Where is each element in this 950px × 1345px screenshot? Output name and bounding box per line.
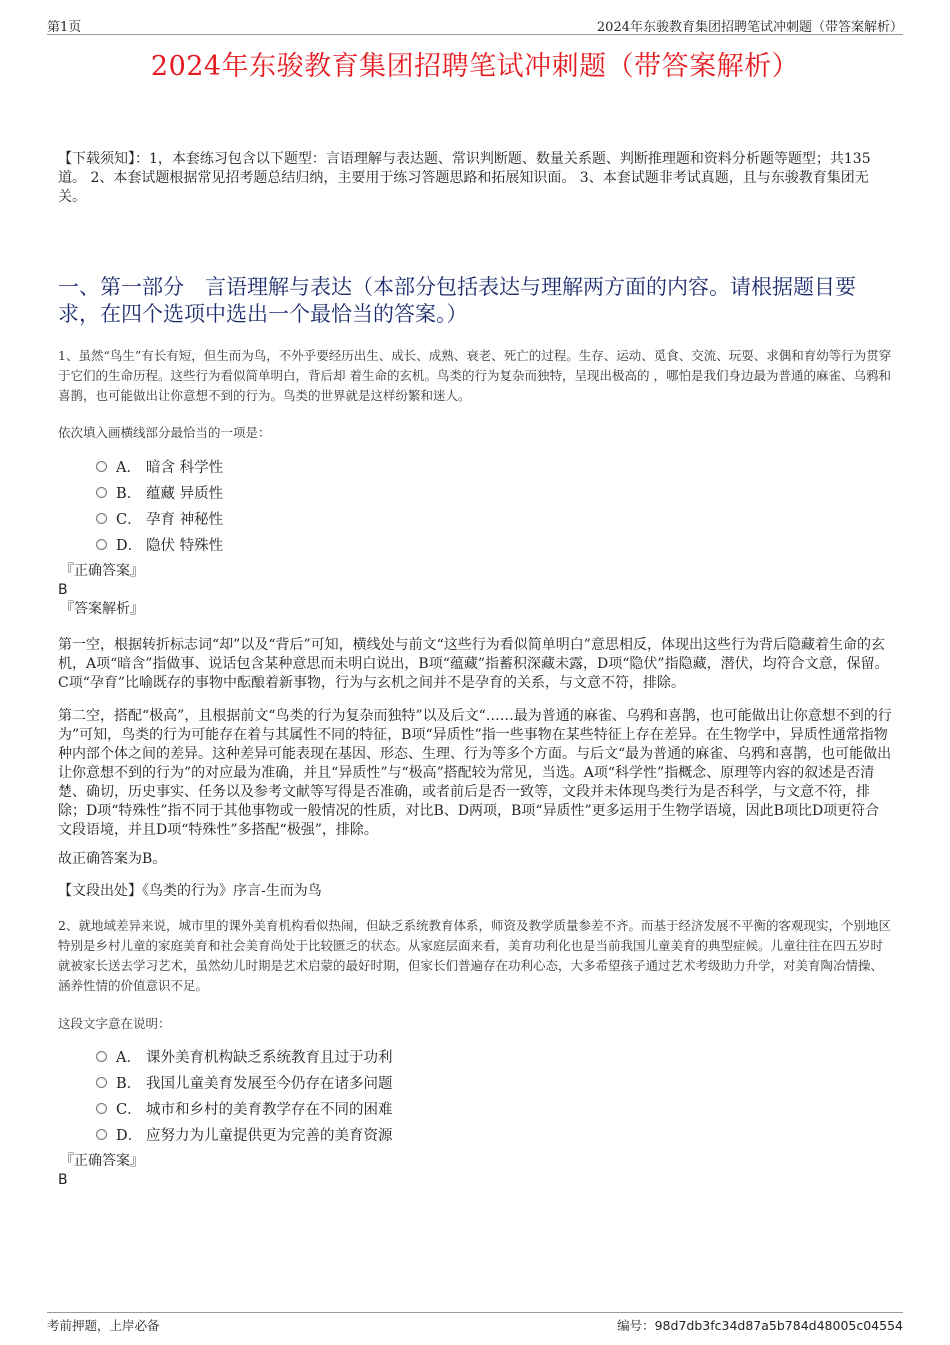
footer-slogan: 考前押题，上岸必备 bbox=[47, 1318, 160, 1333]
radio-icon[interactable] bbox=[96, 513, 107, 524]
radio-icon[interactable] bbox=[96, 1103, 107, 1114]
question-1-options bbox=[96, 453, 223, 557]
question-1-text: 1、虽然“鸟生”有长有短，但生而为鸟，不外乎要经历出生、成长、成熟、衰老、死亡的过程。生存、运动、觅食、交流、玩耍、求偶和育幼等行为贯穿于它们的生命历程。这些行为看似简单明白，背后却 着生命的玄机。鸟类的行为复杂而独特，呈现出极高的 ，哪怕是我们身边最为普通的麻雀、乌鸦和喜鹊，也可能做出让你意想不到的行为。鸟类的世界就是这样纷繁和迷人。 bbox=[58, 348, 892, 403]
question-2-answer bbox=[58, 1152, 144, 1190]
answer-value: B bbox=[58, 582, 68, 598]
header-doc-title: 2024年东骏教育集团招聘笔试冲刺题（带答案解析） bbox=[596, 20, 903, 35]
option-text: 蕴藏 异质性 bbox=[146, 485, 224, 502]
radio-icon[interactable] bbox=[96, 1129, 107, 1140]
option-c[interactable]: C． 城市和乡村的美育教学存在不同的困难 bbox=[96, 1095, 393, 1121]
option-text: 暗含 科学性 bbox=[146, 459, 224, 476]
option-c[interactable]: C． 孕育 神秘性 bbox=[96, 505, 223, 531]
option-text: 城市和乡村的美育教学存在不同的困难 bbox=[146, 1101, 393, 1118]
option-b[interactable]: B． 我国儿童美育发展至今仍存在诸多问题 bbox=[96, 1069, 393, 1095]
option-b[interactable]: B． 蕴藏 异质性 bbox=[96, 479, 223, 505]
radio-icon[interactable] bbox=[96, 1077, 107, 1088]
option-text: 课外美育机构缺乏系统教育且过于功利 bbox=[146, 1049, 393, 1066]
analysis-label: 『答案解析』 bbox=[60, 601, 144, 617]
question-2-options bbox=[96, 1043, 393, 1147]
question-2-text: 2、就地域差异来说，城市里的课外美育机构看似热闹，但缺乏系统教育体系，师资及教学质量参差不齐。而基于经济发展不平衡的客观现实，个别地区特别是乡村儿童的家庭美育和社会美育尚处于比较匮乏的状态。从家庭层面来看，美育功利化也是当前我国儿童美育的典型症候。儿童往往在四五岁时就被家长送去学习艺术，虽然幼儿时期是艺术启蒙的最好时期，但家长们普遍存在功利心态，大多希望孩子通过艺术考级助力升学，对美育陶冶情操、涵养性情的价值意识不足。 bbox=[58, 918, 891, 993]
page-header bbox=[47, 14, 903, 35]
analysis-paragraph-2: 第二空，搭配“极高”，且根据前文“鸟类的行为复杂而独特”以及后文“……最为普通的麻雀、乌鸦和喜鹊，也可能做出让你意想不到的行为”可知，鸟类的行为可能存在着与其属性不同的特征，B项“异质性”指一些事物在某些特征上存在差异。在生物学中，异质性通常指物种内部个体之间的差异。这种差异可能表现在基因、形态、生理、行为等多个方面。与后文“最为普通的麻雀、乌鸦和喜鹊，也可能做出让你意想不到的行为”的对应最为准确，并且“异质性”与“极高”搭配较为常见，当选。A项“科学性”指概念、原理等内容的叙述是否清楚、确切，历史事实、任务以及参考文献等写得是否准确，或者前后是否一致等，文段并未体现鸟类行为是否科学，与文意不符，排除；D项“特殊性”指不同于其他事物或一般情况的性质，对比B、D两项，B项“异质性”更多运用于生物学语境，因此B项比D项更符合文段语境，并且D项“特殊性”多搭配“极强”，排除。 bbox=[58, 708, 892, 838]
question-1-prompt: 依次填入画横线部分最恰当的一项是： bbox=[58, 425, 271, 440]
option-text: 隐伏 特殊性 bbox=[146, 537, 224, 554]
answer-label: 『正确答案』 bbox=[60, 563, 144, 579]
radio-icon[interactable] bbox=[96, 461, 107, 472]
answer-label: 『正确答案』 bbox=[60, 1153, 144, 1169]
answer-value: B bbox=[58, 1172, 68, 1188]
option-a[interactable]: A． 课外美育机构缺乏系统教育且过于功利 bbox=[96, 1043, 393, 1069]
analysis-paragraph-1: 第一空，根据转折标志词“却”以及“背后”可知，横线处与前文“这些行为看似简单明白”意思相反，体现出这些行为背后隐藏着生命的玄机，A项“暗含”指做事、说话包含某种意思而未明白说出，B项“蕴藏”指蓄积深藏未露，D项“隐伏”指隐藏，潜伏，均符合文意，保留。C项“孕育”比喻既存的事物中酝酿着新事物，行为与玄机之间并不是孕育的关系，与文意不符，排除。 bbox=[58, 637, 889, 691]
option-d[interactable]: D． 隐伏 特殊性 bbox=[96, 531, 223, 557]
question-2-prompt: 这段文字意在说明： bbox=[58, 1016, 171, 1031]
option-text: 我国儿童美育发展至今仍存在诸多问题 bbox=[146, 1075, 393, 1092]
download-notice: 【下载须知】：1，本套练习包含以下题型：言语理解与表达题、常识判断题、数量关系题、判断推理题和资料分析题等题型；共135道。 2、本套试题根据常见招考题总结归纳，主要用于练习答题思路和拓展知识面。 3、本套试题非考试真题，且与东骏教育集团无关。 bbox=[58, 151, 871, 205]
option-d[interactable]: D． 应努力为儿童提供更为完善的美育资源 bbox=[96, 1121, 393, 1147]
radio-icon[interactable] bbox=[96, 1051, 107, 1062]
page-footer bbox=[47, 1312, 903, 1333]
option-a[interactable]: A． 暗含 科学性 bbox=[96, 453, 223, 479]
footer-code: 编号：98d7db3fc34d87a5b784d48005c04554 bbox=[617, 1318, 903, 1333]
passage-source: 【文段出处】《鸟类的行为》序言-生而为鸟 bbox=[58, 883, 322, 899]
option-text: 孕育 神秘性 bbox=[146, 511, 224, 528]
radio-icon[interactable] bbox=[96, 539, 107, 550]
radio-icon[interactable] bbox=[96, 487, 107, 498]
page-number: 第1页 bbox=[47, 20, 82, 35]
option-text: 应努力为儿童提供更为完善的美育资源 bbox=[146, 1127, 393, 1144]
analysis-conclusion: 故正确答案为B。 bbox=[58, 851, 167, 867]
question-1-answer bbox=[58, 562, 144, 619]
section-title: 一、第一部分 言语理解与表达（本部分包括表达与理解两方面的内容。请根据题目要求，在四个选项中选出一个最恰当的答案。） bbox=[58, 275, 856, 326]
page-title: 2024年东骏教育集团招聘笔试冲刺题（带答案解析） bbox=[150, 51, 800, 82]
